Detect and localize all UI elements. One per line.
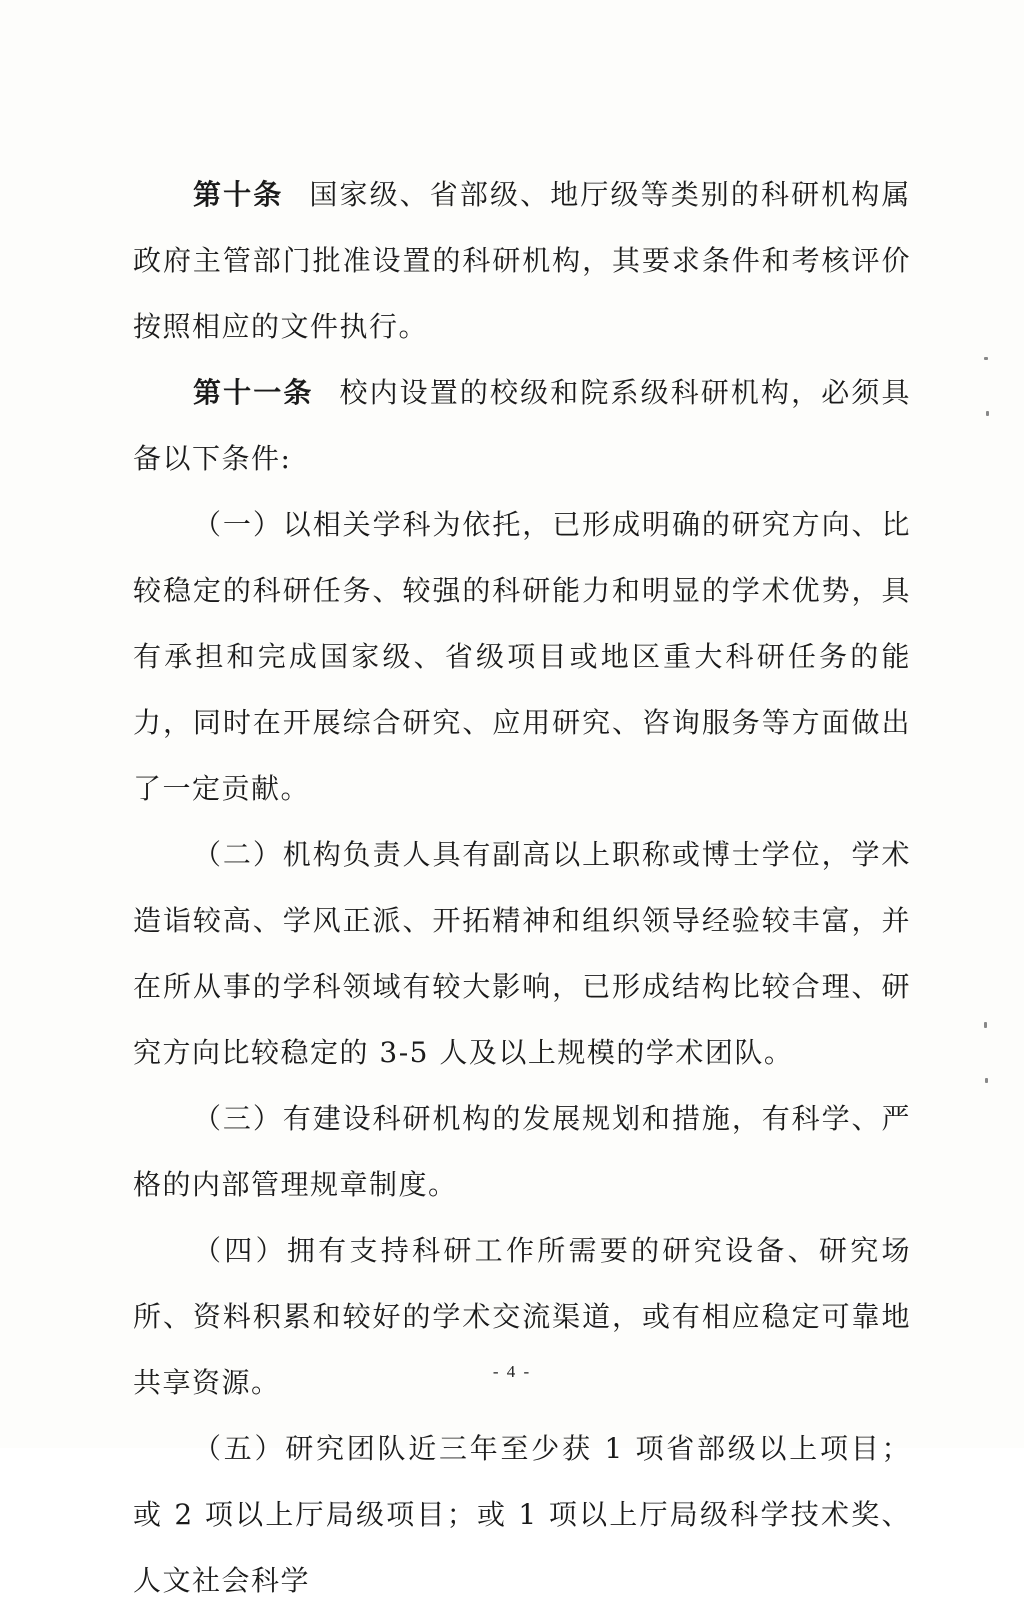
condition-3: （三）有建设科研机构的发展规划和措施，有科学、严格的内部管理规章制度。 (133, 1102, 911, 1201)
condition-5: （五）研究团队近三年至少获 1 项省部级以上项目；或 2 项以上厅局级项目；或 1 项以上厅局级科学技术奖、人文社会科学 (133, 1432, 911, 1597)
condition-4: （四）拥有支持科研工作所需要的研究设备、研究场所、资料积累和较好的学术交流渠道，或有相应稳定可靠地共享资源。 (133, 1234, 911, 1399)
article-11-heading: 第十一条 (193, 376, 314, 409)
page-number: - 4 - (492, 1362, 532, 1381)
document-body (133, 162, 911, 1614)
scan-speck (984, 1022, 987, 1028)
article-11 (133, 360, 911, 492)
article-11-text: 校内设置的校级和院系级科研机构，必须具备以下条件: (133, 376, 911, 475)
scan-speck (984, 357, 988, 360)
condition-1: （一）以相关学科为依托，已形成明确的研究方向、比较稳定的科研任务、较强的科研能力和明显的学术优势，具有承担和完成国家级、省级项目或地区重大科研任务的能力，同时在开展综合研究、应用研究、咨询服务等方面做出了一定贡献。 (133, 508, 911, 805)
scan-speck (985, 1078, 988, 1083)
article-10-text: 国家级、省部级、地厅级等类别的科研机构属政府主管部门批准设置的科研机构，其要求条件和考核评价按照相应的文件执行。 (133, 178, 911, 343)
article-10-heading: 第十条 (193, 178, 284, 211)
scan-speck (986, 411, 989, 416)
article-10 (133, 162, 911, 360)
condition-2: （二）机构负责人具有副高以上职称或博士学位，学术造诣较高、学风正派、开拓精神和组织领导经验较丰富，并在所从事的学科领域有较大影响，已形成结构比较合理、研究方向比较稳定的 3-5 人及以上规模的学术团队。 (133, 838, 911, 1069)
